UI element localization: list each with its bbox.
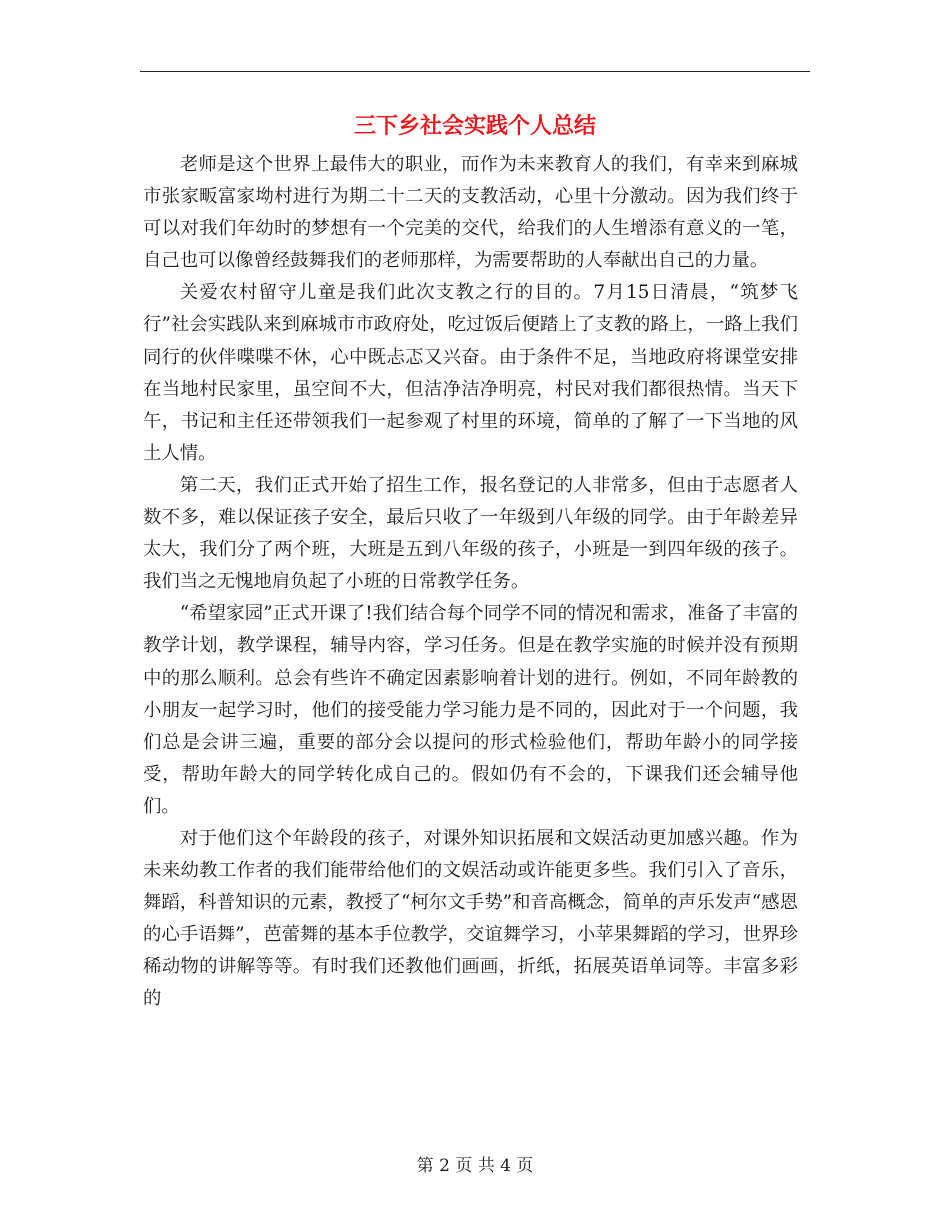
paragraph: 老师是这个世界上最伟大的职业，而作为未来教育人的我们，有幸来到麻城市张家畈富家坳村进行为期二十二天的支教活动，心里十分激动。因为我们终于可以对我们年幼时的梦想有一个完美的交代，给我们的人生增添有意义的一笔，自己也可以像曾经鼓舞我们的老师那样，为需要帮助的人奉献出自己的力量。 [143,154,798,272]
document-title: 三下乡社会实践个人总结 [353,113,596,139]
paragraph: 对于他们这个年龄段的孩子，对课外知识拓展和文娱活动更加感兴趣。作为未来幼教工作者的我们能带给他们的文娱活动或许能更多些。我们引入了音乐，舞蹈，科普知识的元素，教授了“柯尔文手势”和音高概念，简单的声乐发声“感恩的心手语舞”，芭蕾舞的基本手位教学，交谊舞学习，小苹果舞蹈的学习，世界珍稀动物的讲解等等。有时我们还教他们画画，折纸，拓展英语单词等。丰富多彩的 [143,827,798,1010]
page-footer: 第 2 页 共 4 页 [416,1156,534,1176]
document-body [143,149,798,1016]
paragraph: 第二天，我们正式开始了招生工作，报名登记的人非常多，但由于志愿者人数不多，难以保证孩子安全，最后只收了一年级到八年级的同学。由于年龄差异太大，我们分了两个班，大班是五到八年级的孩子，小班是一到四年级的孩子。我们当之无愧地肩负起了小班的日常教学任务。 [143,474,798,593]
header-rule [140,71,810,72]
paragraph: “希望家园”正式开课了!我们结合每个同学不同的情况和需求，准备了丰富的教学计划，教学课程，辅导内容，学习任务。但是在教学实施的时候并没有预期中的那么顺利。总会有些许不确定因素影响着计划的进行。例如，不同年龄教的小朋友一起学习时，他们的接受能力学习能力是不同的，因此对于一个问题，我们总是会讲三遍，重要的部分会以提问的形式检验他们，帮助年龄小的同学接受，帮助年龄大的同学转化成自己的。假如仍有不会的，下课我们还会辅导他们。 [143,603,798,817]
paragraph: 关爱农村留守儿童是我们此次支教之行的目的。7月15日清晨，“筑梦飞行”社会实践队来到麻城市市政府处，吃过饭后便踏上了支教的路上，一路上我们同行的伙伴喋喋不休，心中既忐忑又兴奋。由于条件不足，当地政府将课堂安排在当地村民家里，虽空间不大，但洁净洁净明亮，村民对我们都很热情。当天下午，书记和主任还带领我们一起参观了村里的环境，简单的了解了一下当地的风土人情。 [143,282,798,464]
